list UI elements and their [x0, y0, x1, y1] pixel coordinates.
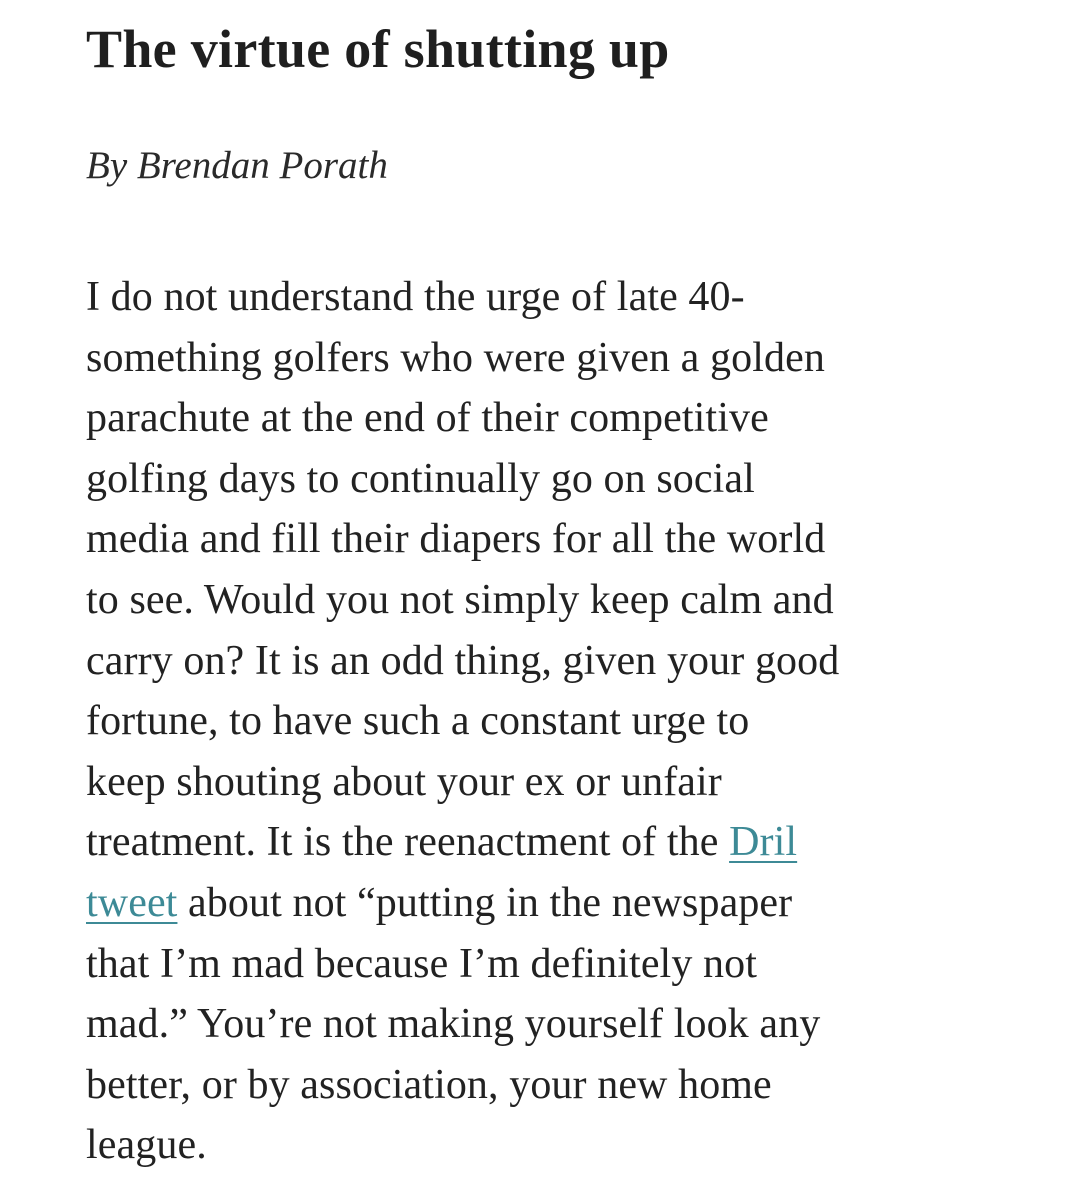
body-line: that I’m mad because I’m definitely not — [86, 940, 757, 987]
article-body — [86, 267, 1016, 1176]
dril-tweet-link[interactable]: tweet — [86, 879, 178, 926]
body-line — [86, 812, 1016, 873]
body-line: to see. Would you not simply keep calm and — [86, 576, 834, 623]
body-line: mad.” You’re not making yourself look any — [86, 1001, 821, 1048]
article-byline: By Brendan Porath — [86, 144, 388, 187]
dril-tweet-link[interactable]: Dril — [729, 819, 798, 866]
body-text-segment: about not “putting in the newspaper — [177, 879, 793, 926]
body-line: I do not understand the urge of late 40- — [86, 274, 745, 320]
body-line: fortune, to have such a constant urge to — [86, 698, 750, 745]
body-line: keep shouting about your ex or unfair — [86, 758, 722, 805]
body-text-segment: treatment. It is the reenactment of the — [86, 819, 730, 866]
body-line: league. — [86, 1122, 207, 1169]
body-line: parachute at the end of their competitive — [86, 395, 769, 442]
article-title: The virtue of shutting up — [86, 19, 670, 79]
body-line: better, or by association, your new home — [86, 1061, 772, 1108]
body-line: carry on? It is an odd thing, given your good — [86, 637, 840, 684]
body-line: media and fill their diapers for all the world — [86, 516, 826, 563]
article — [86, 0, 1016, 1176]
body-line: golfing days to continually go on social — [86, 455, 755, 502]
body-line: something golfers who were given a golden — [86, 334, 825, 381]
body-line — [86, 873, 1016, 934]
